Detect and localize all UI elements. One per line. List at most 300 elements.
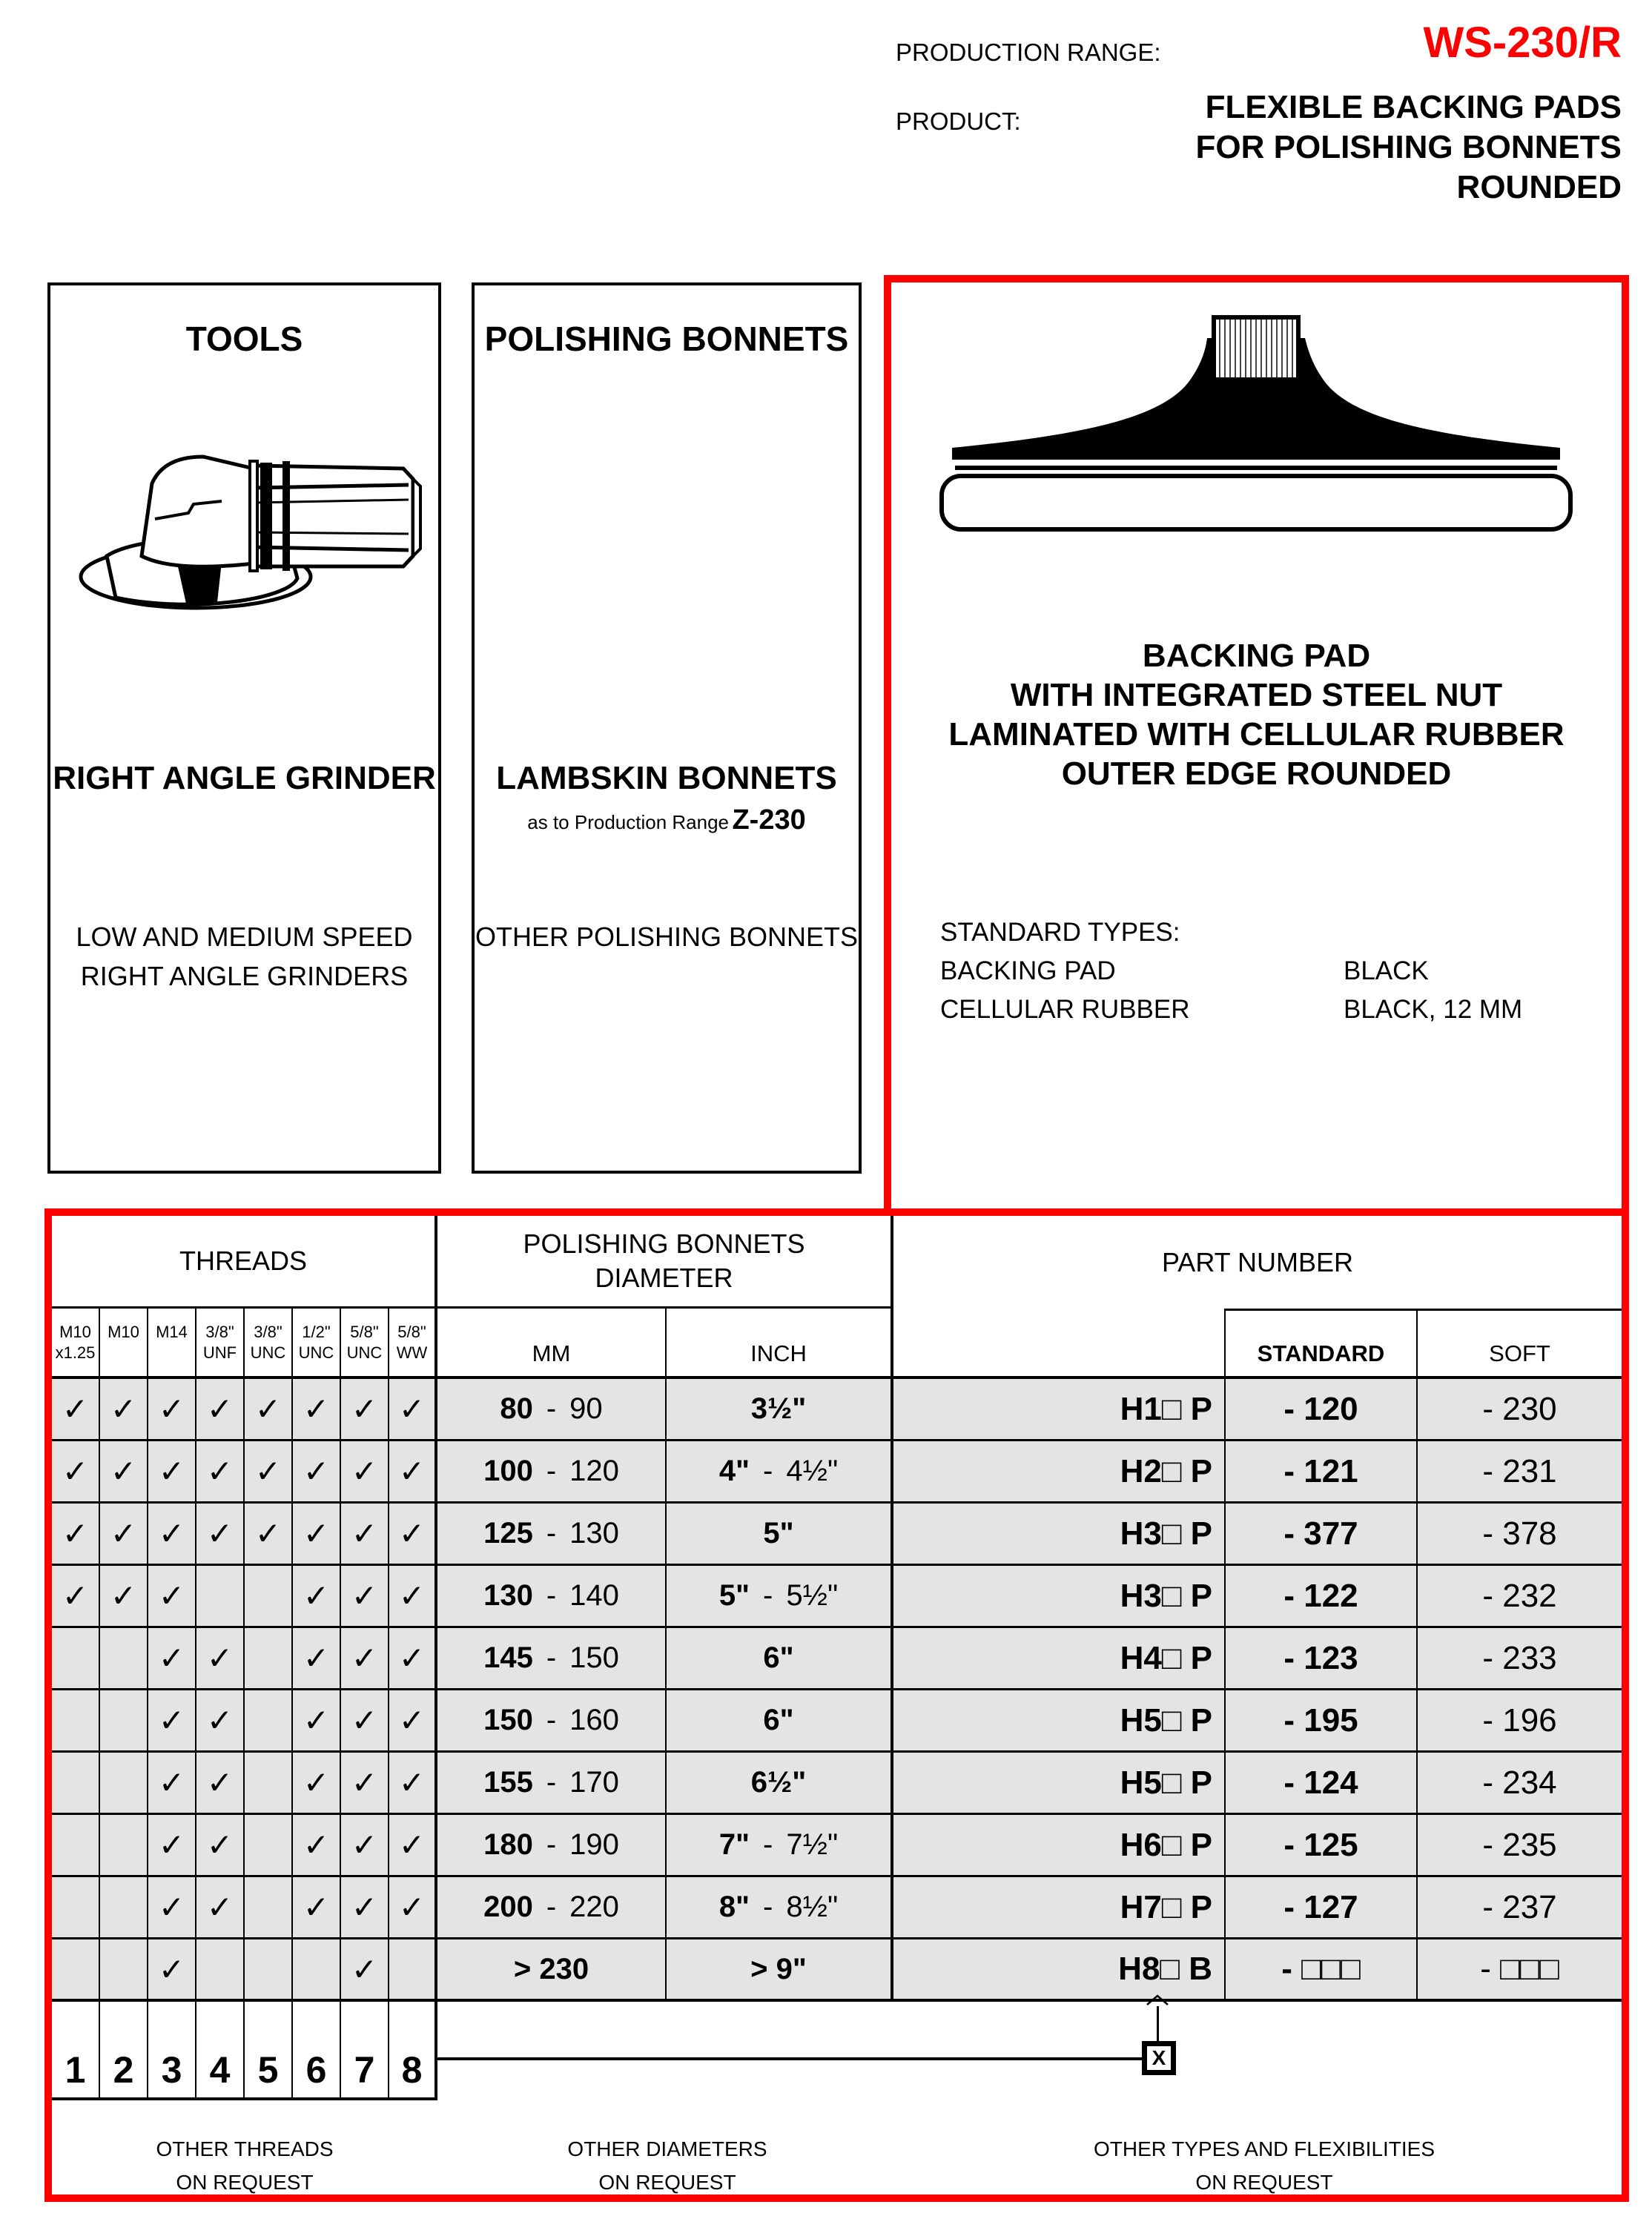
soft-part-value: - 231 xyxy=(1482,1452,1557,1489)
inch-from-value: 3½" xyxy=(750,1392,807,1425)
standard-header: STANDARD xyxy=(1226,1309,1418,1379)
table-row xyxy=(52,1566,1622,1628)
soft-part-cell xyxy=(1418,1877,1622,1937)
thread-type-label: UNF xyxy=(202,1343,237,1362)
up-arrow-icon xyxy=(1145,1994,1170,2006)
polishing-bonnets-box xyxy=(472,282,862,1174)
thread-check-cell xyxy=(52,1690,100,1750)
thread-check-cell xyxy=(293,1566,341,1626)
diameter-inch-cell xyxy=(667,1628,893,1688)
part-code-cell xyxy=(893,1877,1226,1937)
diameter-inch-cell xyxy=(667,1379,893,1439)
inch-to-value: 4½" xyxy=(786,1455,839,1487)
range-dash: - xyxy=(546,1517,557,1549)
thread-check-cell xyxy=(52,1815,100,1875)
range-dash: - xyxy=(546,1455,557,1487)
check-icon: ✓ xyxy=(398,1828,426,1862)
check-icon: ✓ xyxy=(206,1641,234,1676)
check-icon: ✓ xyxy=(398,1641,426,1676)
standard-part-cell xyxy=(1226,1379,1418,1439)
range-dash: - xyxy=(763,1891,773,1923)
thread-check-cell xyxy=(148,1566,196,1626)
mm-to-value: 120 xyxy=(569,1455,619,1487)
check-icon: ✓ xyxy=(110,1516,137,1551)
thread-check-cell xyxy=(341,1815,389,1875)
thread-check-cell xyxy=(293,1504,341,1564)
thread-check-cell xyxy=(52,1628,100,1688)
mm-from-value: > 230 xyxy=(513,1952,589,1985)
part-code-value: H2□ P xyxy=(1120,1452,1212,1489)
check-icon: ✓ xyxy=(158,1578,185,1613)
thread-check-cell xyxy=(245,1379,293,1439)
check-icon: ✓ xyxy=(158,1828,185,1862)
other-diameters-line: ON REQUEST xyxy=(598,2171,736,2194)
mm-from-value: 155 xyxy=(483,1766,533,1799)
threads-header: THREADS xyxy=(52,1216,437,1309)
table-row xyxy=(52,1877,1622,1939)
inch-to-value: 8½" xyxy=(786,1891,839,1923)
product-title xyxy=(954,87,1622,208)
check-icon: ✓ xyxy=(62,1392,89,1426)
diameter-header xyxy=(437,1216,893,1309)
thread-check-cell xyxy=(293,1815,341,1875)
range-dash: - xyxy=(763,1828,773,1861)
bonnets-box-reference xyxy=(475,804,859,836)
red-frame-top xyxy=(884,275,1629,282)
check-icon: ✓ xyxy=(254,1454,282,1489)
thread-check-cell xyxy=(245,1877,293,1937)
mm-to-value: 190 xyxy=(569,1828,619,1861)
tools-box-note-line2: RIGHT ANGLE GRINDERS xyxy=(80,961,409,991)
thread-check-cell xyxy=(100,1504,148,1564)
check-icon: ✓ xyxy=(351,1392,378,1426)
range-dash: - xyxy=(546,1641,557,1674)
thread-check-cell xyxy=(196,1877,245,1937)
tools-box-subtitle: RIGHT ANGLE GRINDER xyxy=(53,760,436,796)
thread-check-cell xyxy=(148,1877,196,1937)
check-icon: ✓ xyxy=(254,1392,282,1426)
thread-check-cell xyxy=(52,1379,100,1439)
check-icon: ✓ xyxy=(303,1765,330,1800)
thread-check-cell xyxy=(389,1379,437,1439)
inch-from-value: 5" xyxy=(763,1517,794,1549)
diameter-inch-cell xyxy=(667,1504,893,1564)
thread-column-number: 3 xyxy=(148,2002,196,2097)
thread-check-cell xyxy=(148,1628,196,1688)
thread-type-label: x1.25 xyxy=(55,1343,96,1362)
tools-box-note-line1: LOW AND MEDIUM SPEED xyxy=(76,922,413,952)
thread-check-cell xyxy=(341,1628,389,1688)
diameter-mm-cell xyxy=(437,1877,667,1937)
diameter-inch-cell xyxy=(667,1690,893,1750)
thread-column-number: 4 xyxy=(196,2002,245,2097)
part-code-cell xyxy=(893,1753,1226,1813)
thread-check-cell xyxy=(389,1690,437,1750)
check-icon: ✓ xyxy=(303,1578,330,1613)
thread-check-cell xyxy=(389,1939,437,1999)
diameter-mm-cell xyxy=(437,1441,667,1501)
check-icon: ✓ xyxy=(351,1890,378,1925)
backing-pad-cross-section-icon xyxy=(937,311,1575,534)
thread-check-cell xyxy=(52,1939,100,1999)
soft-part-value: - 378 xyxy=(1482,1515,1557,1552)
thread-check-cell xyxy=(245,1753,293,1813)
check-icon: ✓ xyxy=(206,1828,234,1862)
thread-column-header xyxy=(293,1309,341,1379)
part-code-cell xyxy=(893,1815,1226,1875)
diameter-mm-cell xyxy=(437,1504,667,1564)
soft-part-cell xyxy=(1418,1815,1622,1875)
thread-column-header xyxy=(341,1309,389,1379)
range-dash: - xyxy=(546,1891,557,1923)
range-dash: - xyxy=(546,1828,557,1861)
red-frame-left xyxy=(44,1208,52,2202)
thread-check-cell xyxy=(148,1379,196,1439)
part-code-value: H7□ P xyxy=(1120,1888,1212,1925)
thread-size-label: M10 xyxy=(108,1322,139,1341)
thread-size-label: M14 xyxy=(156,1322,188,1341)
thread-check-cell xyxy=(293,1877,341,1937)
table-row xyxy=(52,1441,1622,1504)
check-icon: ✓ xyxy=(351,1951,378,1987)
tools-box xyxy=(47,282,441,1174)
check-icon: ✓ xyxy=(398,1703,426,1738)
thread-check-cell xyxy=(389,1504,437,1564)
standard-part-cell xyxy=(1226,1504,1418,1564)
thread-check-cell xyxy=(196,1628,245,1688)
mm-from-value: 180 xyxy=(483,1828,533,1861)
check-icon: ✓ xyxy=(398,1516,426,1551)
check-icon: ✓ xyxy=(206,1454,234,1489)
product-title-line: FLEXIBLE BACKING PADS xyxy=(1205,89,1622,125)
check-icon: ✓ xyxy=(303,1641,330,1676)
thread-check-cell xyxy=(148,1441,196,1501)
diameter-mm-cell xyxy=(437,1690,667,1750)
inch-from-value: 6" xyxy=(763,1704,794,1736)
table-header-row xyxy=(52,1216,1622,1309)
part-code-value: H4□ P xyxy=(1120,1639,1212,1676)
part-code-cell xyxy=(893,1566,1226,1626)
thread-check-cell xyxy=(52,1566,100,1626)
reference-prefix: as to Production Range xyxy=(527,811,729,833)
thread-column-number: 6 xyxy=(293,2002,341,2097)
part-number-header: PART NUMBER xyxy=(1161,1246,1354,1277)
diameter-mm-cell xyxy=(437,1939,667,1999)
standard-part-cell xyxy=(1226,1690,1418,1750)
part-code-value: H1□ P xyxy=(1120,1390,1212,1427)
thread-column-number: 1 xyxy=(52,2002,100,2097)
thread-column-header xyxy=(245,1309,293,1379)
standard-part-value: - 120 xyxy=(1283,1390,1358,1427)
range-dash: - xyxy=(546,1704,557,1736)
soft-part-cell xyxy=(1418,1690,1622,1750)
thread-check-cell xyxy=(148,1815,196,1875)
standard-part-value: - 124 xyxy=(1283,1764,1358,1801)
table-row xyxy=(52,1815,1622,1877)
standard-part-cell xyxy=(1226,1815,1418,1875)
standard-part-cell xyxy=(1226,1753,1418,1813)
check-icon: ✓ xyxy=(303,1890,330,1925)
product-label: PRODUCT: xyxy=(896,108,1021,135)
check-icon: ✓ xyxy=(303,1392,330,1426)
part-code-value: H3□ P xyxy=(1120,1515,1212,1552)
diameter-mm-cell xyxy=(437,1815,667,1875)
thread-type-label: UNC xyxy=(346,1343,383,1362)
thread-size-label: 3/8" xyxy=(254,1322,283,1341)
check-icon: ✓ xyxy=(398,1392,426,1426)
thread-check-cell xyxy=(389,1628,437,1688)
diameter-inch-cell xyxy=(667,1815,893,1875)
inch-to-value: 7½" xyxy=(786,1828,839,1861)
other-diameters-line: OTHER DIAMETERS xyxy=(567,2137,767,2160)
mm-from-value: 100 xyxy=(483,1455,533,1487)
table-row xyxy=(52,1753,1622,1815)
check-icon: ✓ xyxy=(351,1641,378,1676)
thread-check-cell xyxy=(245,1504,293,1564)
thread-size-label: 5/8" xyxy=(350,1322,379,1341)
bonnets-box-subtitle: LAMBSKIN BONNETS xyxy=(496,760,837,796)
thread-check-cell xyxy=(52,1877,100,1937)
standard-part-value: - 122 xyxy=(1283,1577,1358,1614)
standard-part-value: - □□□ xyxy=(1281,1951,1361,1987)
thread-check-cell xyxy=(100,1753,148,1813)
soft-part-cell xyxy=(1418,1566,1622,1626)
soft-part-value: - 235 xyxy=(1482,1826,1557,1863)
check-icon: ✓ xyxy=(110,1578,137,1613)
standard-part-cell xyxy=(1226,1441,1418,1501)
thread-size-label: 3/8" xyxy=(205,1322,234,1341)
thread-check-cell xyxy=(100,1628,148,1688)
standard-types-label: STANDARD TYPES: xyxy=(940,918,1180,947)
thread-check-cell xyxy=(341,1939,389,1999)
red-frame-right xyxy=(1622,275,1629,2202)
standard-part-value: - 195 xyxy=(1283,1701,1358,1739)
soft-part-value: - 232 xyxy=(1482,1577,1557,1614)
check-icon: ✓ xyxy=(206,1703,234,1738)
thread-size-label: M10 xyxy=(59,1322,91,1341)
mm-header: MM xyxy=(437,1309,667,1379)
spec-label: CELLULAR RUBBER xyxy=(940,995,1190,1024)
soft-part-value: - 230 xyxy=(1482,1390,1557,1427)
thread-check-cell xyxy=(245,1566,293,1626)
thread-check-cell xyxy=(293,1379,341,1439)
thread-check-cell xyxy=(196,1566,245,1626)
standard-part-value: - 123 xyxy=(1283,1639,1358,1676)
thread-column-number: 7 xyxy=(341,2002,389,2097)
thread-check-cell xyxy=(100,1441,148,1501)
thread-type-label: UNC xyxy=(250,1343,286,1362)
other-threads-line: ON REQUEST xyxy=(176,2171,314,2194)
red-frame-panel-left xyxy=(884,275,891,1216)
range-dash: - xyxy=(546,1766,557,1799)
check-icon: ✓ xyxy=(62,1578,89,1613)
check-icon: ✓ xyxy=(158,1890,185,1925)
table-row xyxy=(52,1628,1622,1690)
pad-description xyxy=(891,636,1622,793)
diameter-mm-cell xyxy=(437,1379,667,1439)
pad-description-line: BACKING PAD xyxy=(1142,638,1371,674)
thread-check-cell xyxy=(245,1690,293,1750)
part-code-value: H6□ P xyxy=(1120,1826,1212,1863)
thread-check-cell xyxy=(341,1753,389,1813)
thread-check-cell xyxy=(196,1504,245,1564)
thread-check-cell xyxy=(196,1815,245,1875)
mm-to-value: 90 xyxy=(569,1392,603,1425)
thread-check-cell xyxy=(148,1504,196,1564)
standard-part-value: - 127 xyxy=(1283,1888,1358,1925)
connector-line xyxy=(437,2057,1142,2060)
part-code-cell xyxy=(893,1939,1226,1999)
check-icon: ✓ xyxy=(206,1890,234,1925)
thread-check-cell xyxy=(196,1690,245,1750)
bonnets-box-note: OTHER POLISHING BONNETS xyxy=(475,922,859,952)
table-row xyxy=(52,1690,1622,1753)
check-icon: ✓ xyxy=(206,1392,234,1426)
diameter-inch-cell xyxy=(667,1753,893,1813)
check-icon: ✓ xyxy=(206,1765,234,1800)
mm-from-value: 150 xyxy=(483,1704,533,1736)
mm-from-value: 125 xyxy=(483,1517,533,1549)
table-row xyxy=(52,1504,1622,1566)
thread-check-cell xyxy=(245,1628,293,1688)
thread-check-cell xyxy=(341,1690,389,1750)
diameter-header-line: DIAMETER xyxy=(595,1263,733,1293)
check-icon: ✓ xyxy=(62,1516,89,1551)
thread-check-cell xyxy=(389,1753,437,1813)
thread-check-cell xyxy=(100,1877,148,1937)
standard-part-cell xyxy=(1226,1566,1418,1626)
check-icon: ✓ xyxy=(398,1890,426,1925)
part-code-cell xyxy=(893,1379,1226,1439)
spec-label: BACKING PAD xyxy=(940,956,1116,985)
thread-check-cell xyxy=(100,1379,148,1439)
thread-check-cell xyxy=(389,1815,437,1875)
soft-part-cell xyxy=(1418,1753,1622,1813)
diameter-inch-cell xyxy=(667,1566,893,1626)
check-icon: ✓ xyxy=(110,1454,137,1489)
inch-from-value: 5" xyxy=(718,1579,750,1612)
inch-to-value: 5½" xyxy=(786,1579,839,1612)
bonnets-box-title: POLISHING BONNETS xyxy=(484,320,849,358)
standard-part-cell xyxy=(1226,1877,1418,1937)
part-code-cell xyxy=(893,1441,1226,1501)
check-icon: ✓ xyxy=(303,1828,330,1862)
part-code-value: H8□ B xyxy=(1118,1951,1212,1987)
thread-column-header xyxy=(148,1309,196,1379)
spec-value: BLACK xyxy=(1344,956,1429,985)
part-code-cell xyxy=(893,1504,1226,1564)
diameter-inch-cell xyxy=(667,1877,893,1937)
table-subheader-row xyxy=(52,1309,1622,1379)
other-types-line: ON REQUEST xyxy=(1195,2171,1333,2194)
right-angle-grinder-icon xyxy=(66,386,422,623)
other-diameters-note xyxy=(519,2132,816,2199)
mm-from-value: 200 xyxy=(483,1891,533,1923)
thread-check-cell xyxy=(100,1815,148,1875)
check-icon: ✓ xyxy=(158,1765,185,1800)
check-icon: ✓ xyxy=(398,1578,426,1613)
thread-check-cell xyxy=(293,1441,341,1501)
tools-box-title: TOOLS xyxy=(185,320,303,358)
other-threads-line: OTHER THREADS xyxy=(156,2137,334,2160)
thread-check-cell xyxy=(52,1441,100,1501)
check-icon: ✓ xyxy=(158,1703,185,1738)
diameter-mm-cell xyxy=(437,1566,667,1626)
soft-part-value: - 237 xyxy=(1482,1888,1557,1925)
mm-from-value: 145 xyxy=(483,1641,533,1674)
other-types-line: OTHER TYPES AND FLEXIBILITIES xyxy=(1093,2137,1435,2160)
part-code-cell xyxy=(893,1628,1226,1688)
check-icon: ✓ xyxy=(351,1703,378,1738)
thread-check-cell xyxy=(52,1753,100,1813)
check-icon: ✓ xyxy=(254,1516,282,1551)
thread-check-cell xyxy=(341,1504,389,1564)
production-range-code: WS-230/R xyxy=(1423,19,1622,67)
table-row xyxy=(52,1379,1622,1441)
thread-column-header xyxy=(196,1309,245,1379)
thread-size-label: 5/8" xyxy=(397,1322,426,1341)
thread-check-cell xyxy=(389,1441,437,1501)
thread-check-cell xyxy=(148,1690,196,1750)
mm-to-value: 130 xyxy=(569,1517,619,1549)
check-icon: ✓ xyxy=(158,1516,185,1551)
product-title-line: FOR POLISHING BONNETS xyxy=(1195,129,1622,165)
check-icon: ✓ xyxy=(62,1454,89,1489)
mm-to-value: 160 xyxy=(569,1704,619,1736)
thread-column-number: 5 xyxy=(245,2002,293,2097)
production-range-label: PRODUCTION RANGE: xyxy=(896,39,1161,66)
thread-type-label: WW xyxy=(396,1343,428,1362)
diameter-mm-cell xyxy=(437,1753,667,1813)
standard-part-value: - 377 xyxy=(1283,1515,1358,1552)
soft-part-cell xyxy=(1418,1441,1622,1501)
thread-check-cell xyxy=(293,1753,341,1813)
part-code-value: H5□ P xyxy=(1120,1764,1212,1801)
placeholder-box-icon: X xyxy=(1142,2041,1176,2075)
standard-part-cell xyxy=(1226,1628,1418,1688)
check-icon: ✓ xyxy=(110,1392,137,1426)
soft-part-cell xyxy=(1418,1939,1622,1999)
thread-check-cell xyxy=(245,1939,293,1999)
thread-check-cell xyxy=(245,1441,293,1501)
diameter-mm-cell xyxy=(437,1628,667,1688)
table-row xyxy=(52,1939,1622,2002)
soft-part-value: - □□□ xyxy=(1480,1951,1559,1987)
thread-check-cell xyxy=(100,1690,148,1750)
inch-from-value: 7" xyxy=(718,1828,750,1861)
inch-from-value: 4" xyxy=(718,1455,750,1487)
check-icon: ✓ xyxy=(158,1392,185,1426)
thread-check-cell xyxy=(100,1566,148,1626)
thread-check-cell xyxy=(148,1753,196,1813)
part-code-cell xyxy=(893,1690,1226,1750)
product-title-line: ROUNDED xyxy=(1456,169,1622,205)
pad-description-line: OUTER EDGE ROUNDED xyxy=(1061,755,1452,792)
thread-check-cell xyxy=(341,1877,389,1937)
thread-column-number: 2 xyxy=(100,2002,148,2097)
thread-check-cell xyxy=(196,1753,245,1813)
inch-from-value: 6½" xyxy=(750,1766,807,1799)
inch-header: INCH xyxy=(667,1309,893,1379)
part-code-value: H3□ P xyxy=(1120,1577,1212,1614)
standard-part-value: - 125 xyxy=(1283,1826,1358,1863)
check-icon: ✓ xyxy=(351,1516,378,1551)
check-icon: ✓ xyxy=(206,1516,234,1551)
thread-check-cell xyxy=(389,1566,437,1626)
reference-code: Z-230 xyxy=(732,804,806,836)
thread-check-cell xyxy=(341,1441,389,1501)
thread-check-cell xyxy=(341,1566,389,1626)
